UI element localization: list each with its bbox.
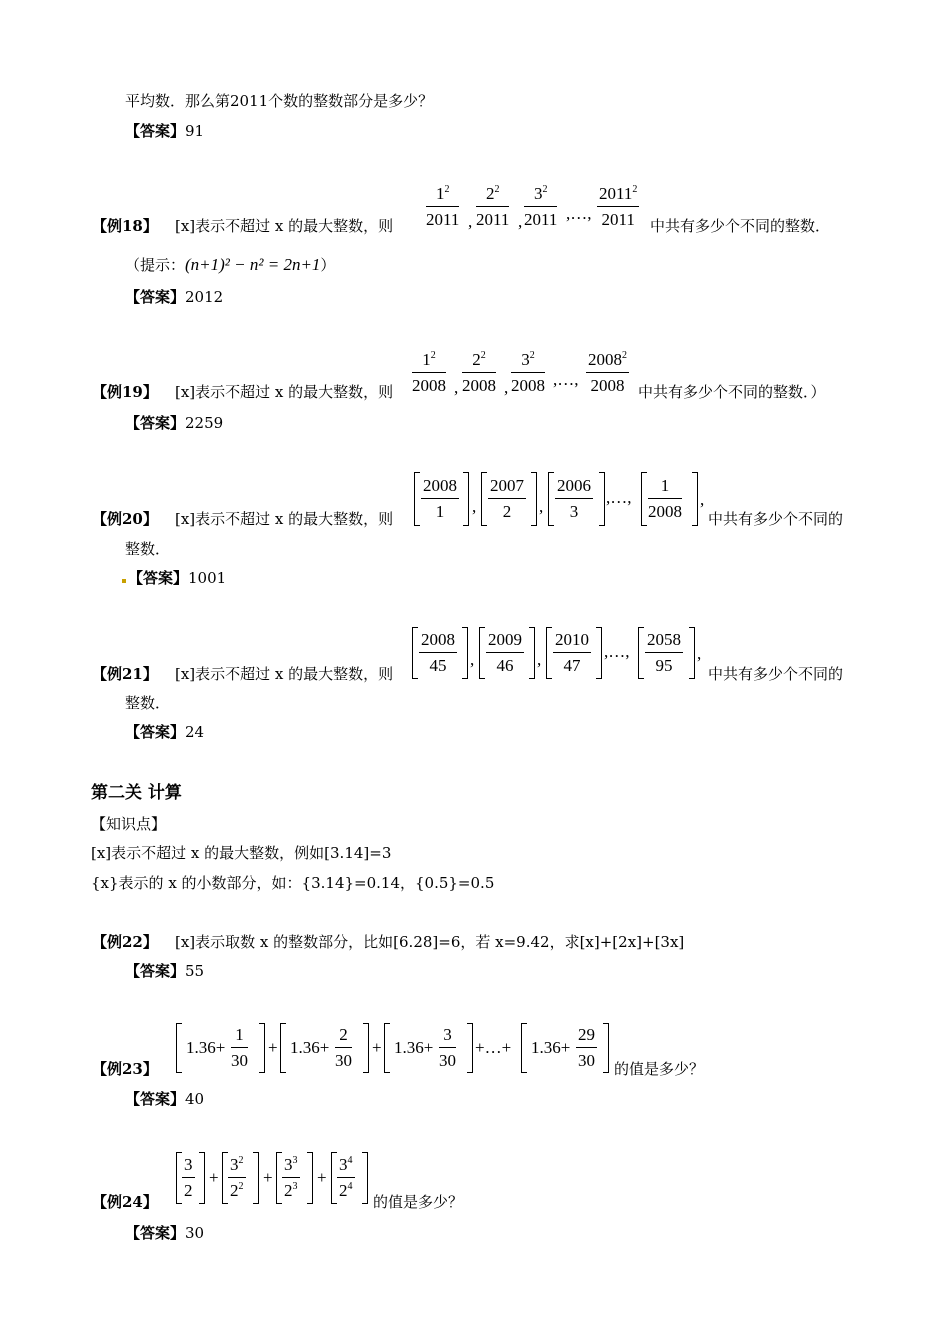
ex23-term-4-fraction: $\frac{29}{30}$ bbox=[578, 1025, 595, 1070]
intro-answer bbox=[125, 124, 204, 139]
ex23-term-2-fraction: $\frac{2}{30}$ bbox=[335, 1025, 352, 1070]
ex19-stem-before: [x]表示不超过 x 的最大整数，则 bbox=[175, 383, 394, 401]
ex20-answer: 【答案】1001 bbox=[128, 569, 227, 587]
ex23-answer: 【答案】40 bbox=[125, 1090, 205, 1108]
ex19-fraction-4: $\frac{2008^2}{2008}$ bbox=[588, 350, 627, 395]
ex18-stem-before: [x]表示不超过 x 的最大整数，则 bbox=[175, 217, 394, 235]
ex20-fraction-2: $\frac{2007}{2}$ bbox=[490, 476, 524, 521]
ex24-answer: 【答案】30 bbox=[125, 1224, 205, 1242]
ex18-answer: 【答案】2012 bbox=[125, 288, 224, 306]
ex18-fraction-2: $\frac{2^2}{2011}$ bbox=[476, 184, 510, 229]
knowledge-line-1: [x]表示不超过 x 的最大整数，例如[3.14]=3 bbox=[91, 844, 392, 862]
ex20-fraction-4: $\frac{1}{2008}$ bbox=[648, 476, 682, 521]
ex21-fraction-4: $\frac{2058}{95}$ bbox=[647, 630, 681, 675]
ex19-answer: 【答案】2259 bbox=[125, 414, 224, 432]
ex19-fraction-3: $\frac{3^2}{2008}$ bbox=[511, 350, 545, 395]
ex23-term-1-base: 1.36+ bbox=[186, 1038, 226, 1057]
ex24-stem-after: 的值是多少？ bbox=[373, 1193, 464, 1211]
ex21-fraction-2: $\frac{2009}{46}$ bbox=[488, 630, 522, 675]
ex21-stem-after: 中共有多少个不同的 bbox=[708, 665, 844, 683]
knowledge-label: 【知识点】 bbox=[91, 815, 167, 833]
ex24-term-1-fraction: $\frac{3}{2}$ bbox=[184, 1155, 193, 1200]
ex21-label: 【例21】 bbox=[92, 665, 158, 683]
ex21-stem-before: [x]表示不超过 x 的最大整数，则 bbox=[175, 665, 394, 683]
ex22-answer: 【答案】55 bbox=[125, 962, 205, 980]
ex23-term-4-base: 1.36+ bbox=[531, 1038, 571, 1057]
ex23-term-2-base: 1.36+ bbox=[290, 1038, 330, 1057]
ex23-term-3-fraction: $\frac{3}{30}$ bbox=[439, 1025, 456, 1070]
answer-label: 【答案】 bbox=[125, 122, 186, 140]
ex20-stem-after: 中共有多少个不同的 bbox=[708, 510, 844, 528]
ex22-stem: [x]表示取数 x 的整数部分，比如[6.28]=6，若 x=9.42，求[x]+[2x]+[3x] bbox=[175, 933, 685, 951]
ex24-term-3-fraction: $\frac{3^3}{2^3}$ bbox=[284, 1155, 298, 1200]
ex21-answer: 【答案】24 bbox=[125, 723, 205, 741]
intro-continuation: 平均数．那么第2011个数的整数部分是多少？ bbox=[125, 92, 434, 110]
ex18-fraction-4: $\frac{2011^2}{2011}$ bbox=[599, 184, 638, 229]
ex19-fraction-1: $\frac{1^2}{2008}$ bbox=[412, 350, 446, 395]
ex18-label: 【例18】 bbox=[92, 217, 158, 235]
ex23-stem-after: 的值是多少？ bbox=[614, 1060, 705, 1078]
ex21-stem-wrap: 整数． bbox=[125, 694, 171, 712]
ex20-stem-wrap: 整数． bbox=[125, 540, 171, 558]
ex18-fraction-1: $\frac{1^2}{2011}$ bbox=[426, 184, 460, 229]
ex19-stem-after: 中共有多少个不同的整数．） bbox=[638, 383, 826, 401]
knowledge-line-2: {x}表示的 x 的小数部分，如：{3.14}=0.14，{0.5}=0.5 bbox=[91, 874, 495, 892]
ex23-term-1-fraction: $\frac{1}{30}$ bbox=[231, 1025, 248, 1070]
ex24-label: 【例24】 bbox=[92, 1193, 158, 1211]
ex19-fraction-2: $\frac{2^2}{2008}$ bbox=[462, 350, 496, 395]
ex22-label: 【例22】 bbox=[92, 933, 158, 951]
ex20-fraction-3: $\frac{2006}{3}$ bbox=[557, 476, 591, 521]
ex23-term-3-base: 1.36+ bbox=[394, 1038, 434, 1057]
ex21-fraction-3: $\frac{2010}{47}$ bbox=[555, 630, 589, 675]
ex23-label: 【例23】 bbox=[92, 1060, 158, 1078]
ex24-term-4-fraction: $\frac{3^4}{2^4}$ bbox=[339, 1155, 353, 1200]
ex18-stem-after: 中共有多少个不同的整数． bbox=[650, 217, 831, 235]
ex20-stem-before: [x]表示不超过 x 的最大整数，则 bbox=[175, 510, 394, 528]
ex19-label: 【例19】 bbox=[92, 383, 158, 401]
ex20-label: 【例20】 bbox=[92, 510, 158, 528]
ex18-fraction-3: $\frac{3^2}{2011}$ bbox=[524, 184, 558, 229]
ex24-term-2-fraction: $\frac{3^2}{2^2}$ bbox=[230, 1155, 244, 1200]
ex18-hint: （提示：(n+1)² − n² = 2n+1） bbox=[125, 255, 336, 274]
ex21-fraction-1: $\frac{2008}{45}$ bbox=[421, 630, 455, 675]
ex20-fraction-1: $\frac{2008}{1}$ bbox=[423, 476, 457, 521]
section-title: 第二关 计算 bbox=[91, 783, 182, 803]
answer-value: 91 bbox=[185, 122, 205, 140]
